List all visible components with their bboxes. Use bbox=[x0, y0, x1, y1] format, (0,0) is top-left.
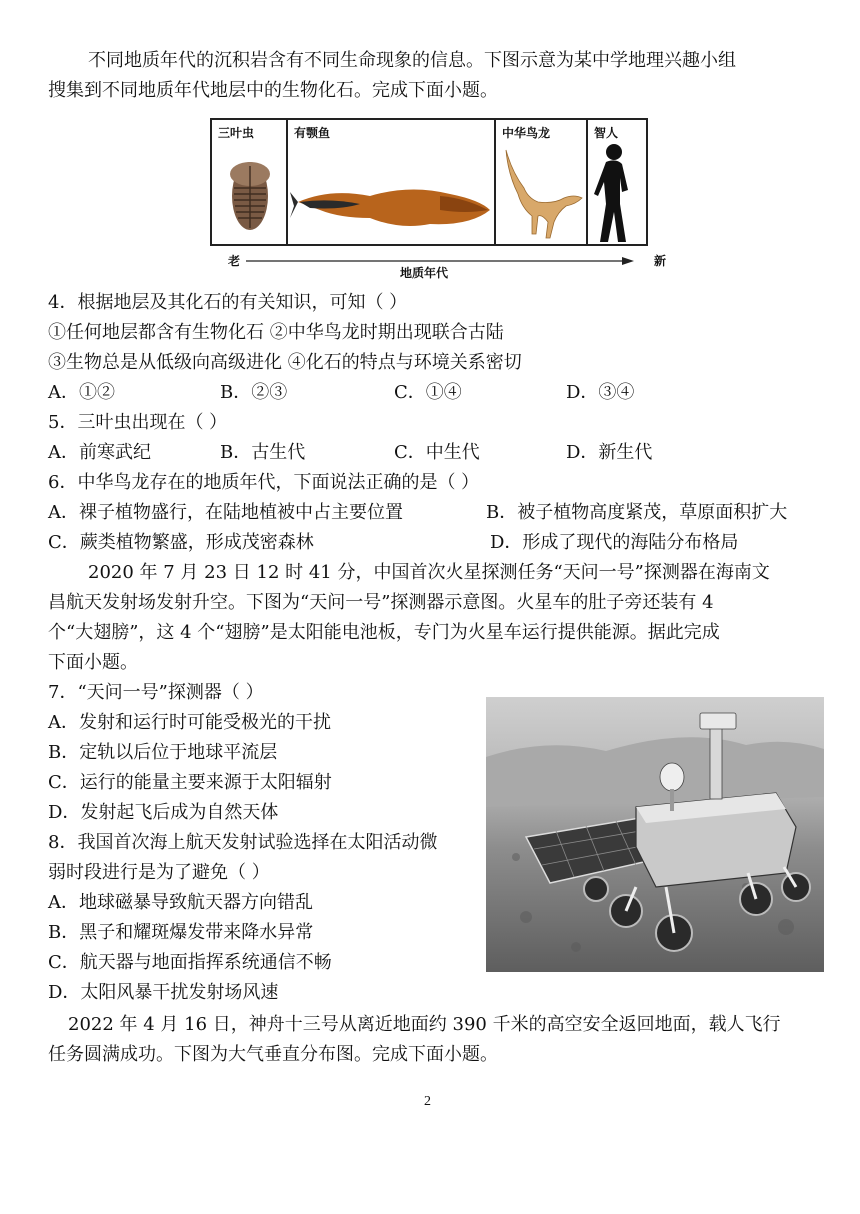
q4-stem: 4．根据地层及其化石的有关知识，可知（ ） bbox=[48, 292, 408, 313]
jawed-fish-icon bbox=[290, 144, 494, 244]
q8-option-a[interactable]: A．地球磁暴导致航天器方向错乱 bbox=[48, 892, 313, 913]
q6-option-d[interactable]: D．形成了现代的海陆分布格局 bbox=[490, 532, 739, 553]
dinosaur-icon bbox=[498, 142, 586, 242]
q6-option-a[interactable]: A．裸子植物盛行，在陆地植被中占主要位置 bbox=[48, 502, 403, 523]
q4-option-b[interactable]: B．②③ bbox=[220, 382, 288, 403]
human-silhouette-icon bbox=[588, 138, 644, 246]
intro2-line-3: 个“大翅膀”，这 4 个“翅膀”是太阳能电池板，专门为火星车运行提供能源。据此完成 bbox=[48, 622, 720, 643]
page-number: 2 bbox=[424, 1094, 431, 1109]
q4-option-a[interactable]: A．①② bbox=[48, 382, 115, 403]
q4-statements-2: ③生物总是从低级向高级进化 ④化石的特点与环境关系密切 bbox=[48, 352, 522, 373]
q4-statements-1: ①任何地层都含有生物化石 ②中华鸟龙时期出现联合古陆 bbox=[48, 322, 504, 343]
q8-stem-1: 8．我国首次海上航天发射试验选择在太阳活动微 bbox=[48, 832, 438, 853]
q7-option-d[interactable]: D．发射起飞后成为自然天体 bbox=[48, 802, 279, 823]
intro2-line-1: 2020 年 7 月 23 日 12 时 41 分，中国首次火星探测任务“天问一号”探测器在海南文 bbox=[88, 562, 770, 583]
fossil-cell-jawed-fish bbox=[288, 120, 496, 244]
fossil-label-sinosauropteryx: 中华鸟龙 bbox=[502, 126, 551, 140]
fossil-cell-sinosauropteryx bbox=[496, 120, 588, 244]
q6-option-c[interactable]: C．蕨类植物繁盛，形成茂密森林 bbox=[48, 532, 314, 553]
q6-option-b[interactable]: B．被子植物高度紧茂，草原面积扩大 bbox=[486, 502, 788, 523]
q4-option-c[interactable]: C．①④ bbox=[394, 382, 462, 403]
intro2-line-2: 昌航天发射场发射升空。下图为“天问一号”探测器示意图。火星车的肚子旁还装有 4 bbox=[48, 592, 714, 613]
q5-option-b[interactable]: B．古生代 bbox=[220, 442, 306, 463]
fossil-label-jawed-fish: 有颚鱼 bbox=[294, 126, 331, 140]
q8-stem-2: 弱时段进行是为了避免（ ） bbox=[48, 862, 270, 883]
q7-option-a[interactable]: A．发射和运行时可能受极光的干扰 bbox=[48, 712, 331, 733]
q6-stem: 6．中华鸟龙存在的地质年代，下面说法正确的是（ ） bbox=[48, 472, 480, 493]
q8-option-c[interactable]: C．航天器与地面指挥系统通信不畅 bbox=[48, 952, 332, 973]
q8-option-d[interactable]: D．太阳风暴干扰发射场风速 bbox=[48, 982, 279, 1003]
q5-option-d[interactable]: D．新生代 bbox=[566, 442, 653, 463]
q7-stem: 7．“天问一号”探测器（ ） bbox=[48, 682, 264, 703]
timeline-new-label: 新 bbox=[653, 254, 666, 268]
fossil-cell-homo-sapiens bbox=[588, 120, 646, 244]
q5-option-c[interactable]: C．中生代 bbox=[394, 442, 480, 463]
mars-rover-photo bbox=[486, 697, 824, 972]
trilobite-icon bbox=[214, 144, 286, 244]
fossil-cell-trilobite bbox=[212, 120, 288, 244]
fossil-label-trilobite: 三叶虫 bbox=[218, 126, 255, 140]
q5-stem: 5．三叶虫出现在（ ） bbox=[48, 412, 228, 433]
fossil-label-homo-sapiens: 智人 bbox=[594, 126, 619, 140]
q7-option-c[interactable]: C．运行的能量主要来源于太阳辐射 bbox=[48, 772, 332, 793]
intro-line-2: 搜集到不同地质年代地层中的生物化石。完成下面小题。 bbox=[48, 80, 498, 101]
mars-rover-icon bbox=[486, 697, 824, 972]
q8-option-b[interactable]: B．黑子和耀斑爆发带来降水异常 bbox=[48, 922, 314, 943]
intro-line-1: 不同地质年代的沉积岩含有不同生命现象的信息。下图示意为某中学地理兴趣小组 bbox=[88, 50, 736, 71]
intro2-line-4: 下面小题。 bbox=[48, 652, 138, 673]
intro3-line-2: 任务圆满成功。下图为大气垂直分布图。完成下面小题。 bbox=[48, 1044, 498, 1065]
geologic-timeline bbox=[210, 248, 666, 282]
timeline-axis-label: 地质年代 bbox=[400, 266, 449, 280]
timeline-old-label: 老 bbox=[228, 254, 241, 268]
q4-option-d[interactable]: D．③④ bbox=[566, 382, 635, 403]
q7-option-b[interactable]: B．定轨以后位于地球平流层 bbox=[48, 742, 278, 763]
q5-option-a[interactable]: A．前寒武纪 bbox=[48, 442, 151, 463]
intro3-line-1: 2022 年 4 月 16 日，神舟十三号从离近地面约 390 千米的高空安全返回地面，载人飞行 bbox=[68, 1014, 781, 1035]
fossil-figure bbox=[210, 118, 648, 246]
